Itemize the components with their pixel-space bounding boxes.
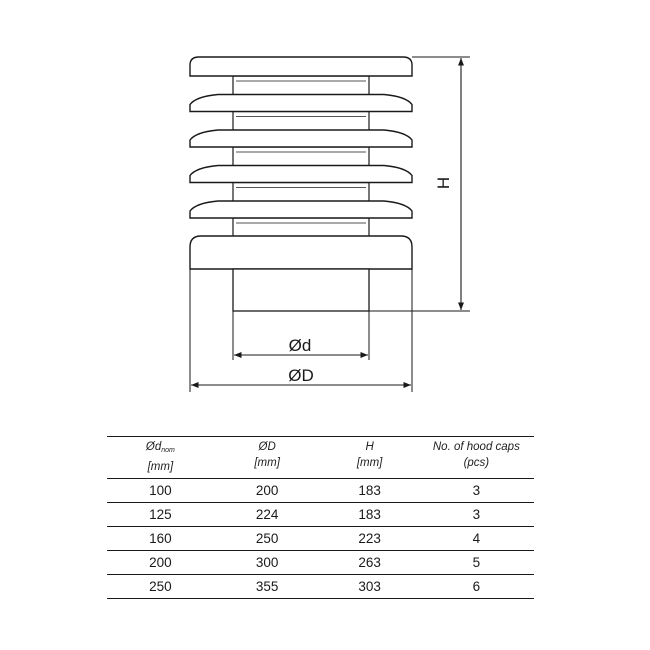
cell-outer-diameter: 200 bbox=[214, 479, 321, 503]
cell-height: 263 bbox=[321, 551, 419, 575]
cell-hood-caps: 6 bbox=[419, 575, 534, 599]
base-collar bbox=[190, 236, 412, 269]
cell-outer-diameter: 224 bbox=[214, 503, 321, 527]
table-row bbox=[107, 479, 534, 503]
hood-cap bbox=[190, 57, 412, 76]
table-row bbox=[107, 503, 534, 527]
header-outer-diameter: ØD [mm] bbox=[214, 437, 321, 479]
header-height: H [mm] bbox=[321, 437, 419, 479]
cell-height: 183 bbox=[321, 503, 419, 527]
inner-pipe bbox=[233, 269, 369, 311]
hood-cap-stack bbox=[190, 57, 412, 239]
pipe-neck bbox=[233, 183, 369, 204]
hood-cap bbox=[190, 201, 412, 218]
cell-inner-diameter: 125 bbox=[107, 503, 214, 527]
cell-height: 183 bbox=[321, 479, 419, 503]
cell-inner-diameter: 100 bbox=[107, 479, 214, 503]
cell-height: 223 bbox=[321, 527, 419, 551]
dimensions-table bbox=[107, 436, 534, 599]
cell-inner-diameter: 200 bbox=[107, 551, 214, 575]
pipe-neck bbox=[233, 76, 369, 97]
cell-outer-diameter: 250 bbox=[214, 527, 321, 551]
cell-hood-caps: 3 bbox=[419, 503, 534, 527]
header-hood-caps: No. of hood caps (pcs) bbox=[419, 437, 534, 479]
hood-cap bbox=[190, 130, 412, 147]
cell-height: 303 bbox=[321, 575, 419, 599]
cell-hood-caps: 3 bbox=[419, 479, 534, 503]
table-row bbox=[107, 527, 534, 551]
outer-diameter-label: ØD bbox=[288, 366, 314, 385]
cell-hood-caps: 5 bbox=[419, 551, 534, 575]
table-header-row bbox=[107, 437, 534, 479]
cell-inner-diameter: 250 bbox=[107, 575, 214, 599]
height-label: H bbox=[434, 176, 453, 190]
pipe-neck bbox=[233, 112, 369, 133]
cell-outer-diameter: 300 bbox=[214, 551, 321, 575]
table-row bbox=[107, 551, 534, 575]
cell-inner-diameter: 160 bbox=[107, 527, 214, 551]
inner-diameter-label: Ød bbox=[288, 336, 312, 355]
table-row bbox=[107, 575, 534, 599]
header-inner-diameter: $Ød_{nom}$ [mm] bbox=[107, 437, 214, 479]
hood-cap bbox=[190, 166, 412, 183]
pipe-neck bbox=[233, 147, 369, 168]
cell-outer-diameter: 355 bbox=[214, 575, 321, 599]
hood-cap bbox=[190, 95, 412, 112]
cell-hood-caps: 4 bbox=[419, 527, 534, 551]
